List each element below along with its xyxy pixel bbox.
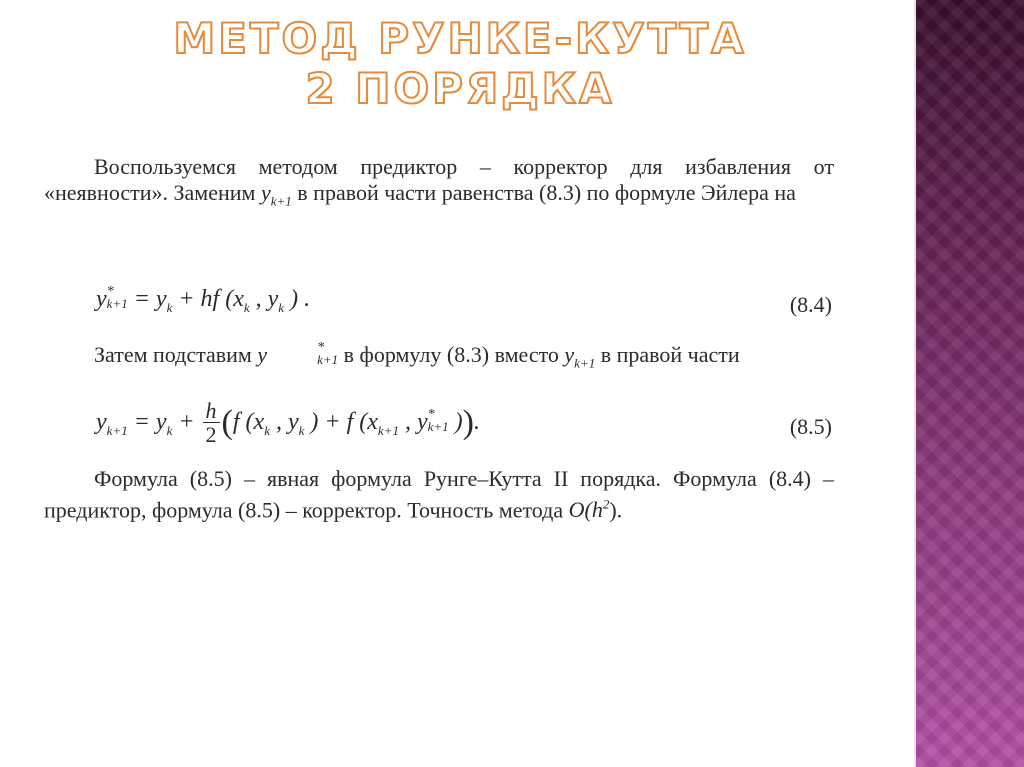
equation-8-4-formula: y * k+1 = $y_k$ + hf ($x_k$ , $y_k$ ) .: [96, 284, 311, 315]
paragraph-intro: [44, 154, 834, 214]
order-notation: $O(h^2$: [568, 497, 610, 523]
slide-title: [160, 14, 760, 114]
var-y-k1: $y_{k+1}$: [260, 180, 292, 209]
paragraph-intro-text-a: Воспользуемся методом предиктор – корректор для избавления от «неявности». Заменим: [44, 154, 834, 205]
paragraph-intro-text-b: в правой части равенства (8.3) по формуле Эйлера на: [297, 180, 796, 205]
equation-8-4-number: (8.4): [789, 292, 832, 317]
equation-8-5-formula: $y_{k+1} = y_k$ + $\frac{h}{2}$ (f ($x_k$ , $y_k$ ) + f ($x_{k+1}$ , y * k+1 )).: [96, 398, 480, 447]
decorative-sidebar: [916, 0, 1024, 767]
paragraph-conclusion: Формула (8.5) – явная формула Рунге–Кутта II порядка. Формула (8.4) – предиктор, формула (8.5) – корректор. Точность метода $O(h^2)$.: [44, 466, 834, 523]
title-line-2: 2 ПОРЯДКА: [305, 64, 615, 113]
equation-8-5: [96, 396, 832, 452]
equation-8-4: [96, 286, 832, 330]
title-line-1: МЕТОД РУНКЕ-КУТТА: [173, 14, 747, 63]
equation-8-5-number: (8.5): [789, 414, 832, 439]
paragraph-substitute: Затем подставим y * k+1 в формулу (8.3) вместо $y_{k+1}$ в правой части: [94, 340, 740, 371]
